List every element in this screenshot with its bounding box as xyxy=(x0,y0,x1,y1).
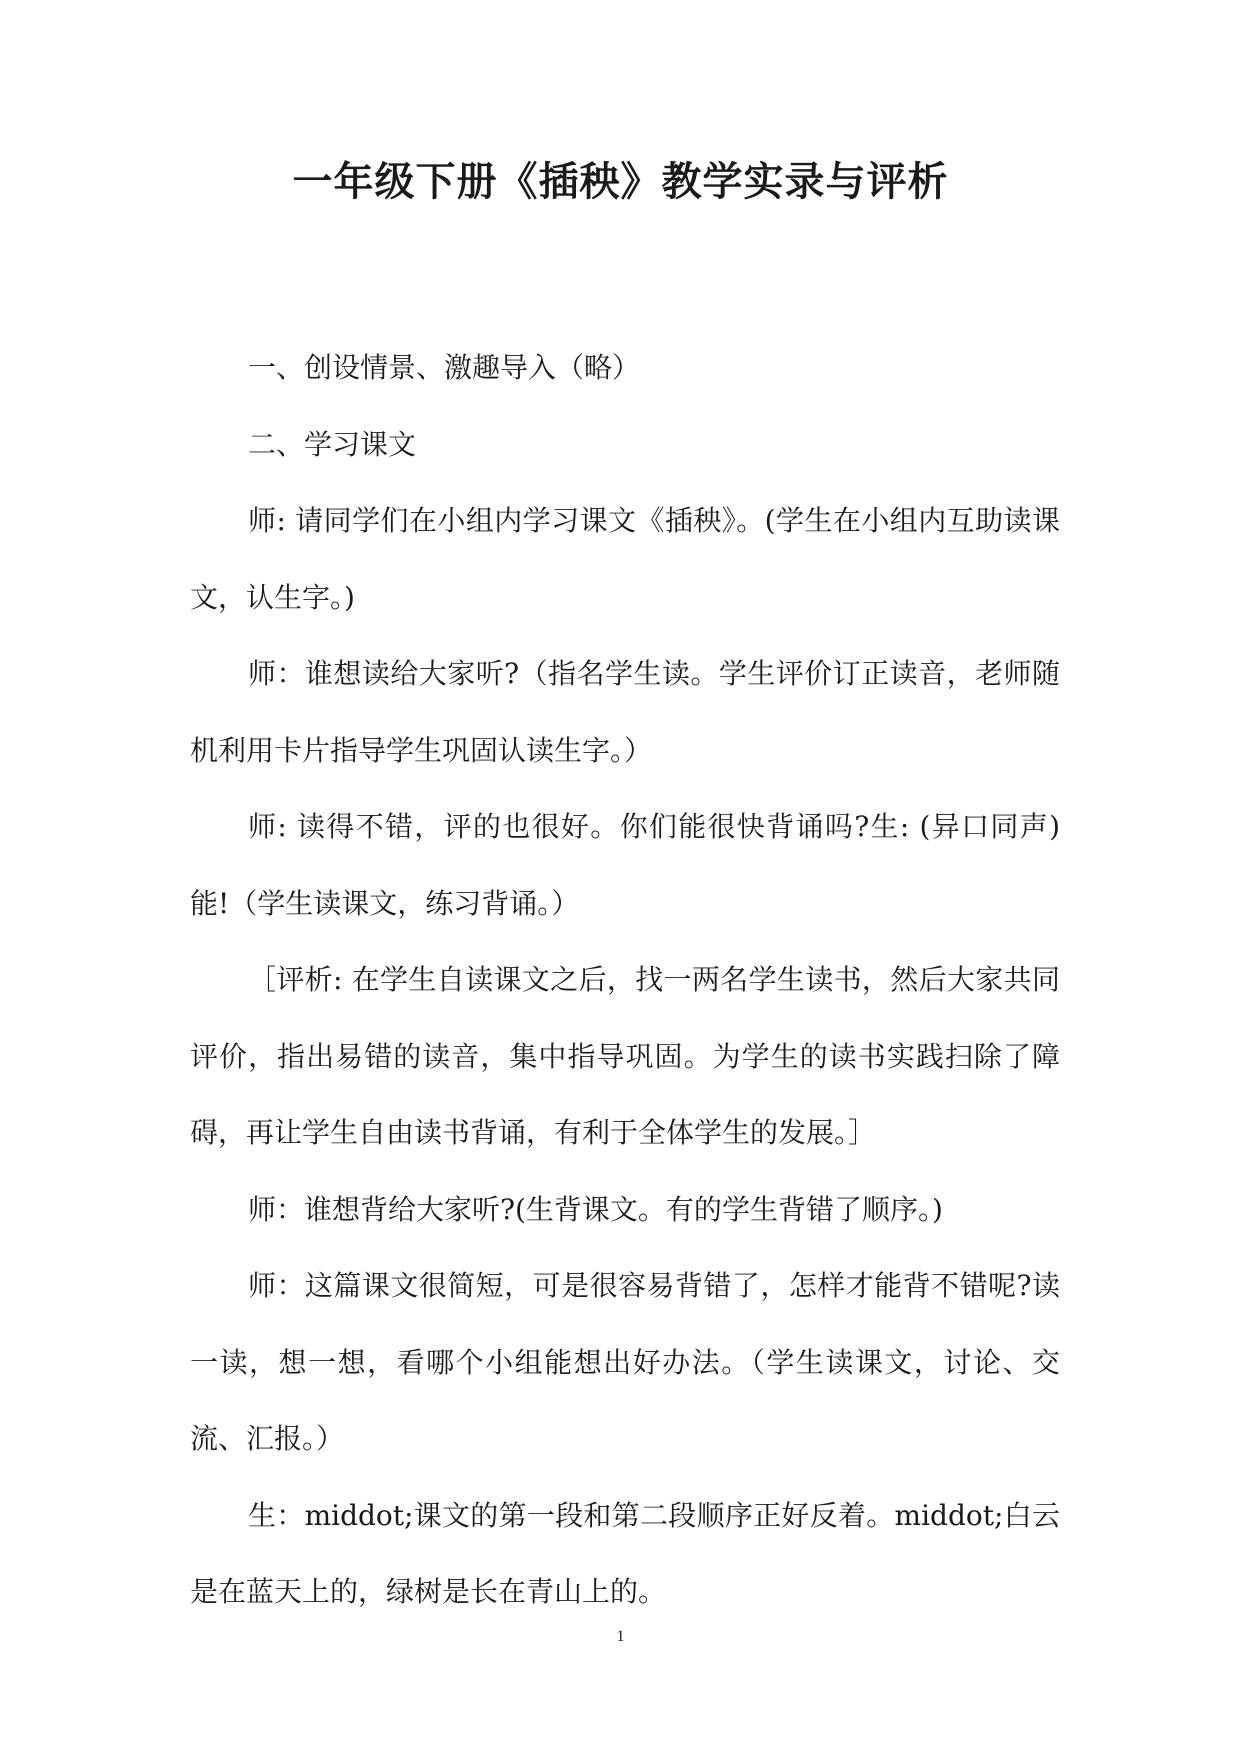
paragraph-section-2: 二、学习课文 xyxy=(248,427,417,461)
paragraph-commentary: ［评析: 在学生自读课文之后，找一两名学生读书，然后大家共同评价，指出易错的读音，集中指导巩固。为学生的读书实践扫除了障碍，再让学生自由读书背诵，有利于全体学生的发展。］ xyxy=(190,963,1060,1149)
paragraph-teacher-4: 师：谁想背给大家听?(生背课文。有的学生背错了顺序。) xyxy=(248,1192,943,1226)
paragraph-teacher-5: 师：这篇课文很简短，可是很容易背错了，怎样才能背不错呢?读一读，想一想，看哪个小组能想出好办法。（学生读课文，讨论、交流、汇报。） xyxy=(190,1269,1060,1455)
page-number: 1 xyxy=(616,1628,625,1645)
document-body xyxy=(190,330,1060,1631)
paragraph-section-1: 一、创设情景、激趣导入（略） xyxy=(248,351,641,384)
paragraph-student-1: 生：middot;课文的第一段和第二段顺序正好反着。middot;白云是在蓝天上的，绿树是长在青山上的。 xyxy=(190,1498,1060,1608)
paragraph-teacher-2: 师：谁想读给大家听?（指名学生读。学生评价订正读音，老师随机利用卡片指导学生巩固认读生字。） xyxy=(190,657,1060,767)
paragraph-teacher-1: 师: 请同学们在小组内学习课文《插秧》。(学生在小组内互助读课文，认生字。) xyxy=(190,504,1060,614)
paragraph-teacher-3: 师: 读得不错，评的也很好。你们能很快背诵吗?生: (异口同声)能!（学生读课文，练习背诵。） xyxy=(190,810,1060,920)
document-title: 一年级下册《插秧》教学实录与评析 xyxy=(292,159,949,205)
